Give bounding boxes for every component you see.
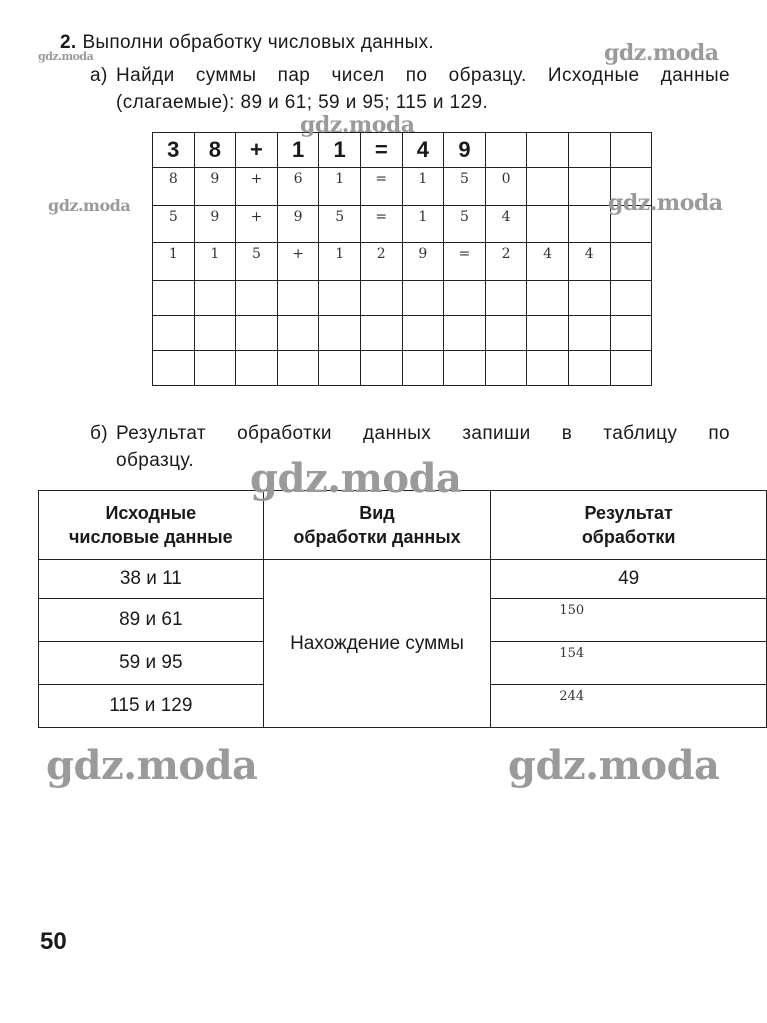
page-number: 50 xyxy=(40,928,67,955)
watermark: gdz.moda xyxy=(508,742,720,789)
grid-cell: 9 xyxy=(194,205,236,243)
header-result: Результат обработки xyxy=(491,491,767,560)
grid-cell: 1 xyxy=(402,167,444,205)
watermark: gdz.moda xyxy=(608,190,723,216)
header-processing-type: Вид обработки данных xyxy=(263,491,491,560)
grid-cell xyxy=(610,133,652,168)
grid-cell xyxy=(402,281,444,316)
grid-cell xyxy=(527,350,569,385)
grid-cell xyxy=(153,315,195,350)
grid-cell xyxy=(610,281,652,316)
table-row xyxy=(39,560,767,599)
grid-cell xyxy=(485,350,527,385)
part-a-line-2: (слагаемые): 89 и 61; 59 и 95; 115 и 129. xyxy=(116,92,489,113)
grid-cell: = xyxy=(360,133,402,168)
part-b-label: б) xyxy=(90,423,109,444)
input-cell: 38 и 11 xyxy=(39,560,264,599)
grid-cell: + xyxy=(236,167,278,205)
result-cell: 150 xyxy=(491,599,767,642)
grid-cell xyxy=(360,315,402,350)
watermark: gdz.moda xyxy=(300,112,415,138)
grid-cell xyxy=(485,133,527,168)
grid-cell xyxy=(610,315,652,350)
grid-cell: 5 xyxy=(444,205,486,243)
grid-cell xyxy=(568,281,610,316)
grid-cell: 2 xyxy=(360,243,402,281)
grid-row xyxy=(153,205,652,243)
part-b-line-2: образцу. xyxy=(116,450,195,471)
grid-cell xyxy=(527,315,569,350)
grid-cell xyxy=(236,350,278,385)
grid-cell: 4 xyxy=(527,243,569,281)
grid-cell xyxy=(485,281,527,316)
grid-cell: 1 xyxy=(153,243,195,281)
grid-cell xyxy=(610,350,652,385)
grid-cell: 4 xyxy=(568,243,610,281)
grid-cell: 1 xyxy=(319,133,361,168)
watermark: gdz.moda xyxy=(48,196,131,215)
grid-row xyxy=(153,243,652,281)
task-title-text: Выполни обработку числовых данных. xyxy=(82,32,434,53)
result-cell: 154 xyxy=(491,642,767,685)
grid-cell xyxy=(153,350,195,385)
grid-cell: 4 xyxy=(402,133,444,168)
grid-cell xyxy=(194,315,236,350)
grid-cell: 1 xyxy=(194,243,236,281)
grid-cell xyxy=(568,167,610,205)
watermark: gdz.moda xyxy=(250,455,462,502)
calculation-grid xyxy=(152,132,652,386)
part-b-line-1: б) Результат обработки данных запиши в таблицу по xyxy=(90,420,730,447)
part-a-instructions xyxy=(90,62,730,116)
grid-cell: 9 xyxy=(194,167,236,205)
grid-cell: + xyxy=(236,205,278,243)
grid-cell xyxy=(402,350,444,385)
operation-cell: Нахождение суммы xyxy=(263,560,491,728)
grid-cell: 5 xyxy=(153,205,195,243)
grid-cell: 5 xyxy=(236,243,278,281)
grid-cell: 8 xyxy=(153,167,195,205)
grid-cell: 9 xyxy=(402,243,444,281)
grid-cell xyxy=(527,281,569,316)
grid-row xyxy=(153,167,652,205)
grid-cell: 9 xyxy=(277,205,319,243)
grid-cell xyxy=(319,350,361,385)
grid-cell xyxy=(236,315,278,350)
result-cell: 49 xyxy=(491,560,767,599)
grid-cell xyxy=(319,281,361,316)
grid-cell xyxy=(527,167,569,205)
grid-cell: 2 xyxy=(485,243,527,281)
grid-cell xyxy=(444,315,486,350)
grid-cell xyxy=(277,281,319,316)
header-input-data: Исходные числовые данные xyxy=(39,491,264,560)
grid-cell xyxy=(153,281,195,316)
grid-cell xyxy=(568,205,610,243)
grid-cell: 3 xyxy=(153,133,195,168)
grid-cell: 9 xyxy=(444,133,486,168)
input-cell: 59 и 95 xyxy=(39,642,264,685)
grid-cell xyxy=(444,281,486,316)
grid-cell xyxy=(444,350,486,385)
grid-cell xyxy=(568,350,610,385)
input-cell: 115 и 129 xyxy=(39,685,264,728)
grid-cell: 6 xyxy=(277,167,319,205)
grid-cell xyxy=(402,315,444,350)
input-cell: 89 и 61 xyxy=(39,599,264,642)
grid-cell: 1 xyxy=(277,133,319,168)
grid-cell xyxy=(277,315,319,350)
results-table xyxy=(38,490,767,728)
watermark: gdz.moda xyxy=(38,50,94,63)
grid-cell xyxy=(236,281,278,316)
grid-row xyxy=(153,350,652,385)
task-title xyxy=(60,32,434,54)
grid-cell: 0 xyxy=(485,167,527,205)
grid-cell: + xyxy=(277,243,319,281)
grid-cell: 5 xyxy=(319,205,361,243)
grid-cell: 1 xyxy=(319,167,361,205)
grid-row xyxy=(153,315,652,350)
grid-cell: 4 xyxy=(485,205,527,243)
grid-cell xyxy=(527,133,569,168)
grid-cell: = xyxy=(360,167,402,205)
grid-cell: 8 xyxy=(194,133,236,168)
grid-cell xyxy=(319,315,361,350)
grid-cell xyxy=(527,205,569,243)
grid-cell: + xyxy=(236,133,278,168)
grid-cell xyxy=(568,133,610,168)
grid-cell xyxy=(610,243,652,281)
grid-cell xyxy=(568,315,610,350)
grid-cell: 1 xyxy=(402,205,444,243)
grid-cell xyxy=(277,350,319,385)
grid-cell: = xyxy=(444,243,486,281)
grid-cell xyxy=(360,281,402,316)
part-a-label: а) xyxy=(90,65,108,86)
watermark: gdz.moda xyxy=(604,40,719,66)
part-a-line-1: а) Найди суммы пар чисел по образцу. Исходные данные xyxy=(90,62,730,89)
grid-row xyxy=(153,281,652,316)
result-cell: 244 xyxy=(491,685,767,728)
grid-cell: 1 xyxy=(319,243,361,281)
watermark: gdz.moda xyxy=(46,742,258,789)
grid-cell xyxy=(360,350,402,385)
grid-cell: = xyxy=(360,205,402,243)
grid-cell xyxy=(194,281,236,316)
task-number: 2. xyxy=(60,32,77,53)
grid-cell: 5 xyxy=(444,167,486,205)
grid-cell xyxy=(485,315,527,350)
grid-cell xyxy=(194,350,236,385)
